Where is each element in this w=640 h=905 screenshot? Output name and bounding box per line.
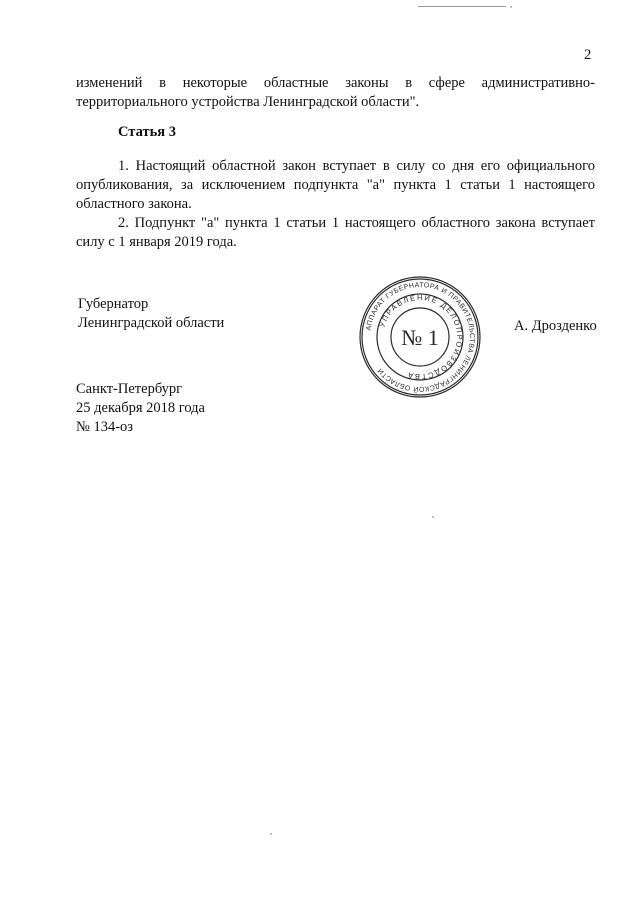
scan-artifact-dot (510, 6, 512, 8)
stamp-center-text: № 1 (401, 325, 439, 350)
stamp-inner-text: УПРАВЛЕНИЕ ДЕЛОПРОИЗВОДСТВА (377, 292, 465, 382)
city: Санкт-Петербург (76, 381, 183, 397)
official-stamp (358, 275, 482, 399)
article-paragraph-1: 1. Настоящий областной закон вступает в силу со дня его официального опубликования, за исключением подпункта "а" пункта 1 статьи 1 настоящего областного закона. (76, 158, 595, 212)
page-number: 2 (584, 47, 592, 63)
signature-title-line-2: Ленинградской области (78, 315, 225, 331)
intro-continuation: изменений в некоторые областные законы в сфере административно-территориального устройства Ленинградской области". (76, 75, 595, 110)
law-number: № 134-оз (76, 419, 134, 435)
scan-artifact-dot (432, 516, 434, 518)
signatory-name: А. Дрозденко (514, 318, 597, 334)
article-heading: Статья 3 (118, 124, 176, 140)
scan-artifact-dot (270, 833, 272, 835)
signature-title (78, 295, 224, 333)
signature-title-line-1: Губернатор (78, 296, 149, 312)
place-date-block (76, 380, 205, 437)
stamp-outer-text: АППАРАТ ГУБЕРНАТОРА И ПРАВИТЕЛЬСТВА ЛЕНИНГРАДСКОЙ ОБЛАСТИ (365, 281, 476, 393)
date: 25 декабря 2018 года (76, 400, 205, 416)
scan-artifact-line (418, 6, 506, 7)
article-paragraph-2: 2. Подпункт "а" пункта 1 статьи 1 настоящего областного закона вступает силу с 1 января 2019 года. (76, 215, 595, 250)
